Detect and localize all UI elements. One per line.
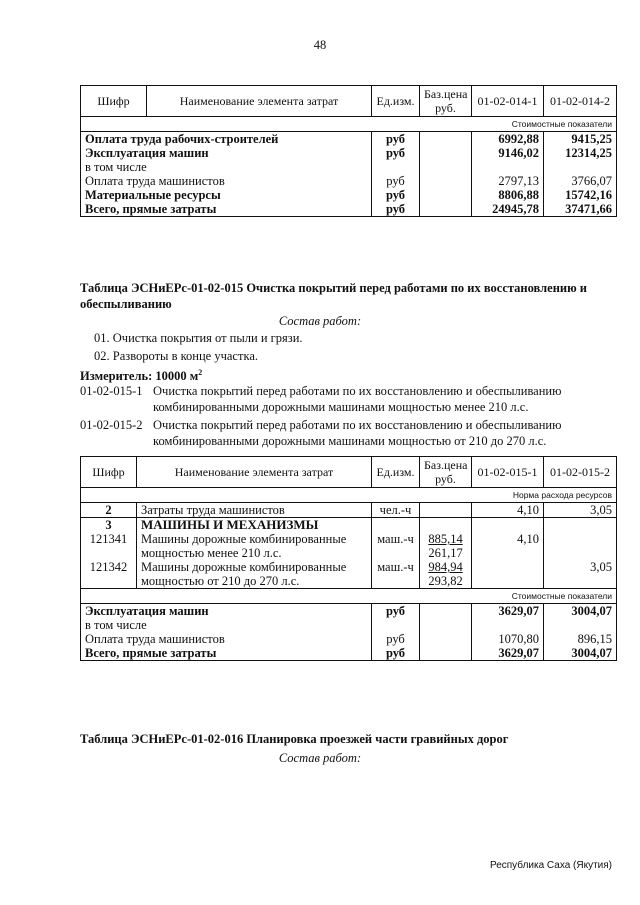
code-item: 01-02-015-2 Очистка покрытий перед работами по их восстановлению и обеспыливанию комбинированными дорожными машинами мощностью от 210 до 270 л.с. bbox=[80, 418, 562, 448]
work-item: 01. Очистка покрытия от пыли и грязи. bbox=[94, 331, 303, 345]
table-row: Эксплуатация машин руб 9146,02 12314,25 bbox=[81, 146, 617, 160]
page-number: 48 bbox=[313, 38, 327, 52]
col-price: Баз.цена руб. bbox=[420, 457, 472, 488]
col-v1: 01-02-014-1 bbox=[472, 86, 544, 117]
cost-label-row bbox=[81, 589, 617, 604]
col-name: Наименование элемента затрат bbox=[147, 86, 372, 117]
section-label-row bbox=[81, 117, 617, 132]
meter-label: Измеритель: 10000 $м^2$ bbox=[80, 368, 203, 384]
col-v1: 01-02-015-1 bbox=[472, 457, 544, 488]
col-unit: Ед.изм. bbox=[372, 457, 420, 488]
col-price: Баз.цена руб. bbox=[420, 86, 472, 117]
table3-work-label: Состав работ: bbox=[278, 751, 362, 765]
table-row: Материальные ресурсы руб 8806,88 15742,16 bbox=[81, 188, 617, 202]
table-row: Всего, прямые затраты руб 3629,07 3004,07 bbox=[81, 646, 617, 661]
table-row: 121341 Машины дорожные комбинированные мощностью менее 210 л.с. маш.-ч 885,14 261,17 4,10 bbox=[81, 532, 617, 560]
col-code: Шифр bbox=[81, 86, 147, 117]
table-row: Оплата труда машинистов руб 1070,80 896,15 bbox=[81, 632, 617, 646]
table-row: в том числе bbox=[81, 618, 617, 632]
table-header bbox=[81, 86, 617, 117]
code-item: 01-02-015-1 Очистка покрытий перед работами по их восстановлению и обеспыливанию комбинированными дорожными машинами мощностью менее 210 л.с. bbox=[80, 384, 562, 414]
table-row: 2 Затраты труда машинистов чел.-ч 4,10 3,05 bbox=[81, 503, 617, 518]
table-row: 3 МАШИНЫ И МЕХАНИЗМЫ bbox=[81, 518, 617, 533]
norm-label: Норма расхода ресурсов bbox=[81, 488, 617, 503]
table-row: Оплата труда машинистов руб 2797,13 3766,07 bbox=[81, 174, 617, 188]
work-item: 02. Развороты в конце участка. bbox=[94, 349, 258, 363]
col-v2: 01-02-015-2 bbox=[544, 457, 617, 488]
table2-title: Таблица ЭСНиЕРс-01-02-015 Очистка покрытий перед работами по их восстановлению и обеспыливанию bbox=[80, 281, 587, 311]
norm-label-row bbox=[81, 488, 617, 503]
footer-region: Республика Саха (Якутия) bbox=[489, 860, 612, 871]
cost-label: Стоимостные показатели bbox=[81, 589, 617, 604]
resource-table-01-02-015 bbox=[80, 456, 617, 661]
table-header bbox=[81, 457, 617, 488]
table-row: Оплата труда рабочих-строителей руб 6992,88 9415,25 bbox=[81, 132, 617, 147]
table-row: в том числе bbox=[81, 160, 617, 174]
table3-title: Таблица ЭСНиЕРс-01-02-016 Планировка проезжей части гравийных дорог bbox=[80, 732, 509, 746]
work-composition-label: Состав работ: bbox=[278, 314, 362, 328]
col-name: Наименование элемента затрат bbox=[137, 457, 372, 488]
col-code: Шифр bbox=[81, 457, 137, 488]
col-unit: Ед.изм. bbox=[372, 86, 420, 117]
table-row: Всего, прямые затраты руб 24945,78 37471,66 bbox=[81, 202, 617, 217]
table-row: 121342 Машины дорожные комбинированные мощностью от 210 до 270 л.с. маш.-ч 984,94 293,82 3,05 bbox=[81, 560, 617, 589]
cost-table-01-02-014 bbox=[80, 85, 617, 217]
table-row: Эксплуатация машин руб 3629,07 3004,07 bbox=[81, 604, 617, 619]
section-label: Стоимостные показатели bbox=[81, 117, 617, 132]
col-v2: 01-02-014-2 bbox=[544, 86, 617, 117]
